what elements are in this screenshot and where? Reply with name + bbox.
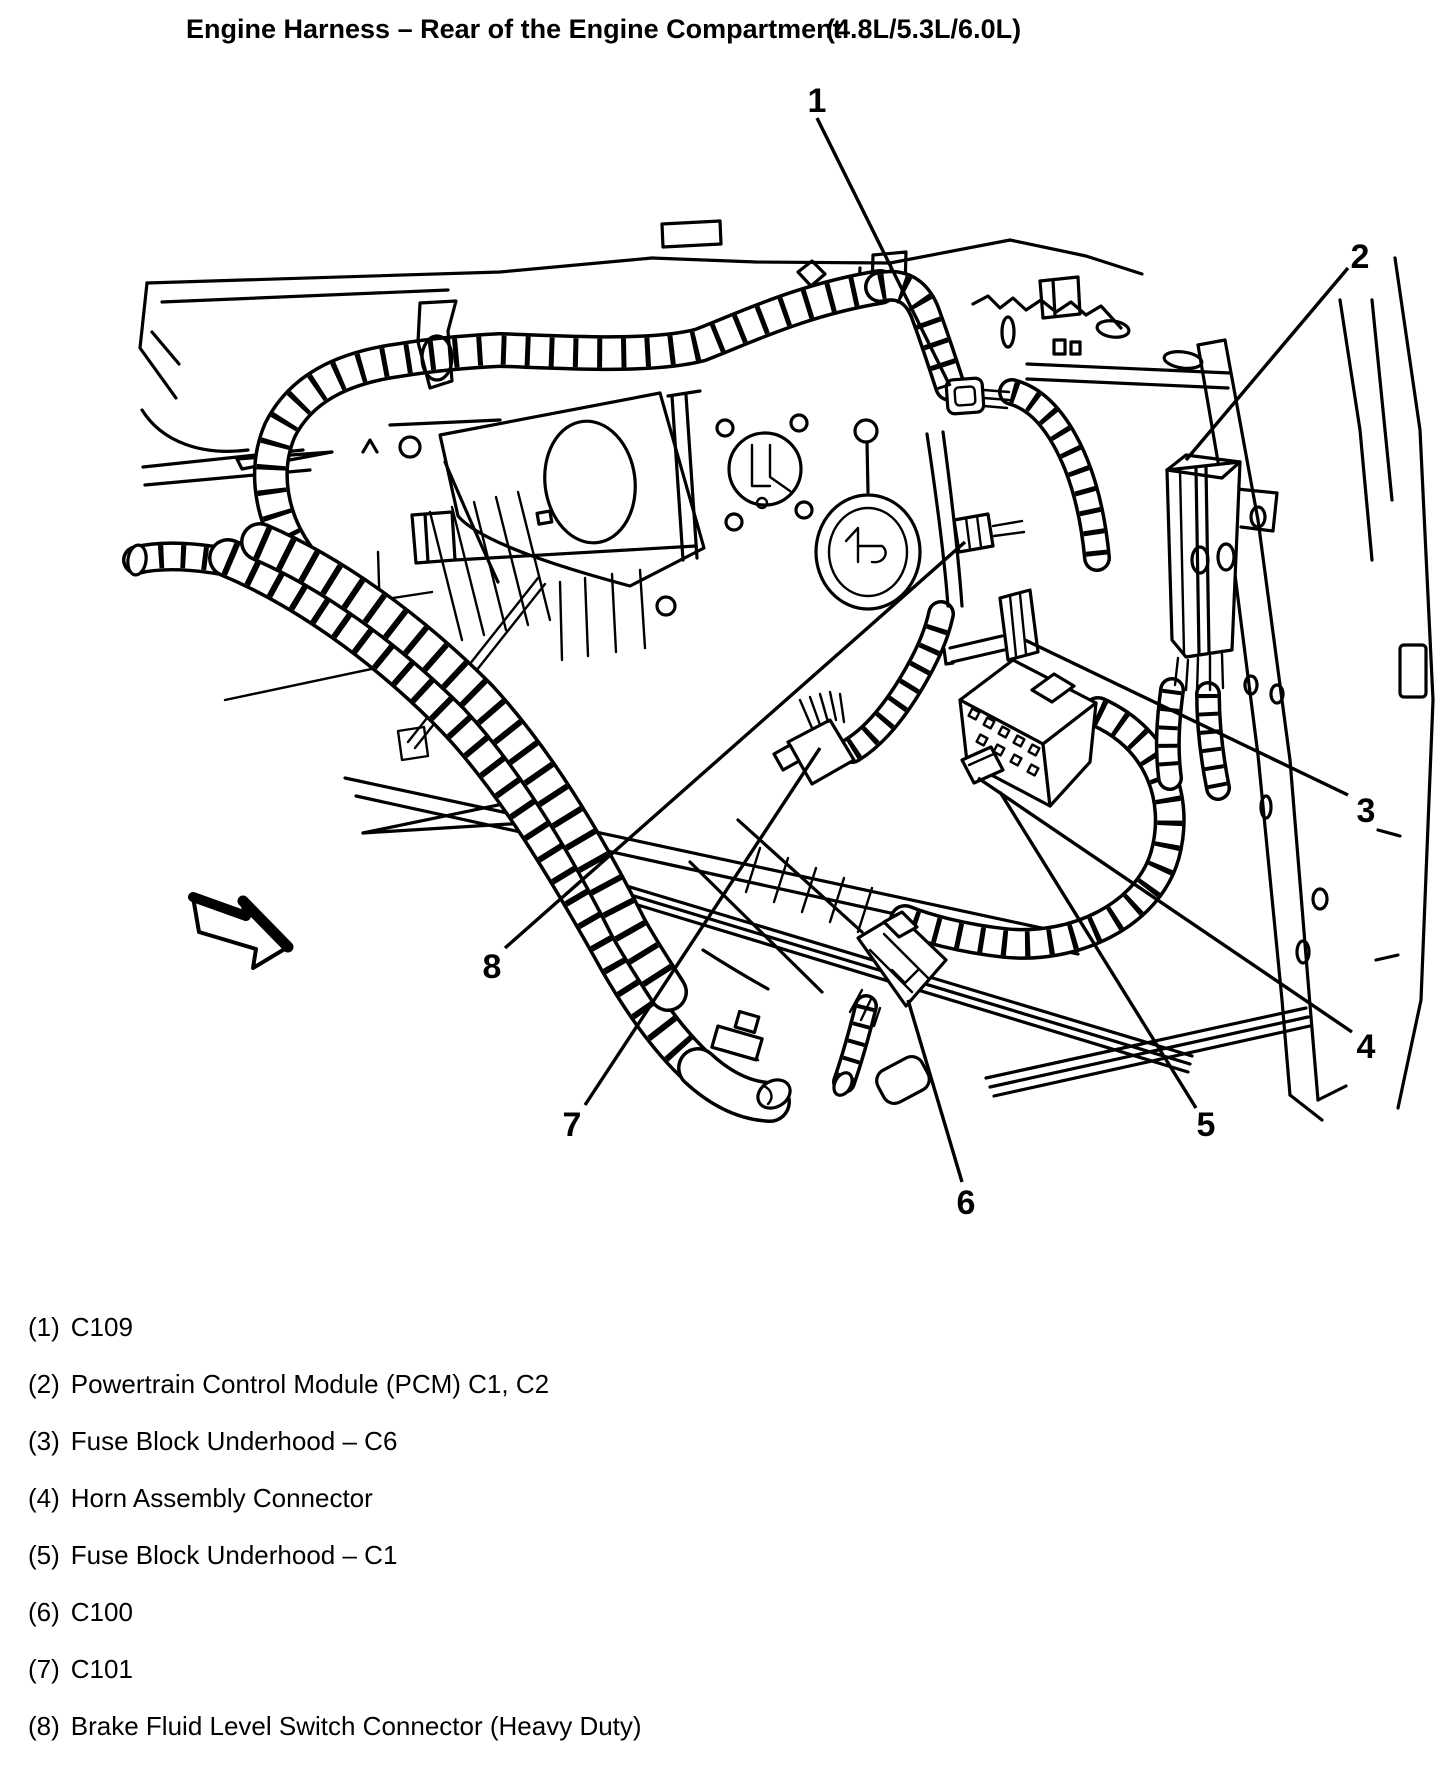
leader-line-8: [505, 542, 965, 948]
engine-spec-label: (4.8L/5.3L/6.0L): [826, 14, 1022, 44]
legend-label: Fuse Block Underhood – C1: [70, 1540, 398, 1570]
callout-2: 2: [1350, 238, 1370, 276]
callout-4: 4: [1356, 1028, 1376, 1066]
legend-key: (6): [28, 1597, 60, 1627]
leader-line-1: [817, 118, 950, 386]
firewall-panel: [440, 391, 920, 615]
line-art: [126, 221, 1433, 1120]
legend-key: (7): [28, 1654, 60, 1684]
leader-line-2: [1186, 268, 1348, 460]
legend-label: Horn Assembly Connector: [70, 1483, 373, 1513]
callout-6: 6: [956, 1184, 976, 1222]
legend-label: Fuse Block Underhood – C6: [70, 1426, 398, 1456]
c6-connector: [944, 590, 1038, 664]
legend-item: [28, 1426, 642, 1483]
legend-item: [28, 1312, 642, 1369]
callout-5: 5: [1196, 1106, 1216, 1144]
legend-label: C100: [70, 1597, 133, 1627]
legend-item: [28, 1369, 642, 1426]
legend-key: (2): [28, 1369, 60, 1399]
brake-fluid-switch-connector: [954, 514, 1024, 552]
legend-key: (1): [28, 1312, 60, 1342]
c101-connector: [774, 692, 854, 784]
legend-label: Powertrain Control Module (PCM) C1, C2: [70, 1369, 550, 1399]
legend-item: [28, 1597, 642, 1654]
direction-arrow-icon: [193, 897, 288, 968]
legend-label: Brake Fluid Level Switch Connector (Heavy Duty): [70, 1711, 642, 1741]
legend-item: [28, 1483, 642, 1540]
legend-label: C101: [70, 1654, 133, 1684]
cowl-top-left: [140, 258, 652, 582]
legend-key: (4): [28, 1483, 60, 1513]
legend-key: (8): [28, 1711, 60, 1741]
fuse-block: [960, 660, 1096, 806]
hose-clamp-and-pipe: [698, 1012, 795, 1114]
legend: [28, 1312, 642, 1768]
callout-8: 8: [482, 948, 502, 986]
callout-7: 7: [562, 1106, 582, 1144]
callout-1: 1: [807, 82, 827, 120]
right-fender: [1340, 258, 1433, 1108]
legend-item: [28, 1540, 642, 1597]
legend-label: C109: [70, 1312, 133, 1342]
page-title: Engine Harness – Rear of the Engine Compartment: [186, 14, 842, 44]
legend-key: (3): [28, 1426, 60, 1456]
legend-item: [28, 1654, 642, 1711]
pcm-module: [1167, 455, 1240, 692]
legend-key: (5): [28, 1540, 60, 1570]
legend-item: [28, 1711, 642, 1768]
callout-3: 3: [1356, 792, 1376, 830]
